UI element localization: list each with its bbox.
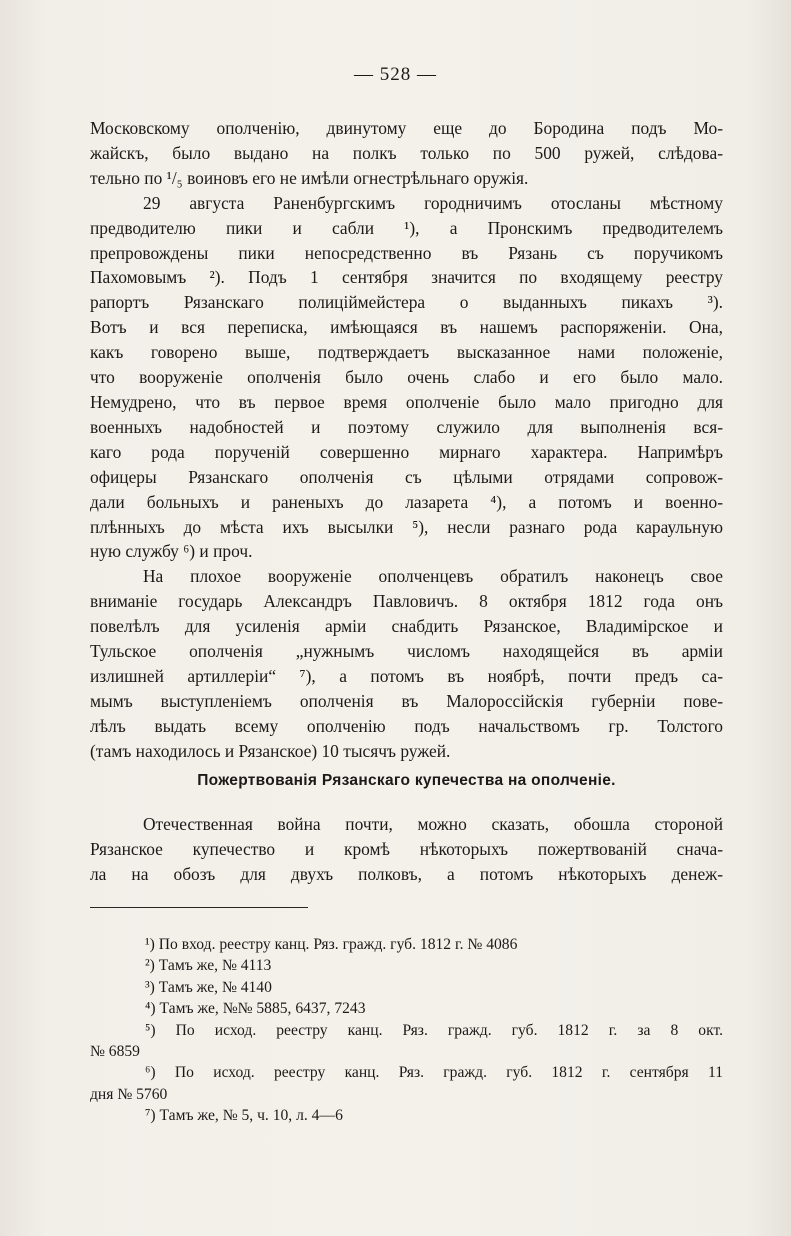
footnote: ²) Тамъ же, № 4113 bbox=[145, 957, 272, 975]
paragraph-2 bbox=[90, 191, 723, 565]
paragraph-3 bbox=[90, 564, 723, 763]
section-heading: Пожертвованія Рязанскаго купечества на ополченіе. bbox=[197, 772, 616, 789]
text-line: дали больныхъ и раненыхъ до лазарета ⁴), а потомъ и военно- bbox=[90, 491, 723, 512]
text-line: Немудрено, что въ первое время ополченіе было мало пригодно для bbox=[90, 391, 723, 412]
text-line: 29 августа Раненбургскимъ городничимъ отосланы мѣстному bbox=[143, 192, 723, 213]
text-line: офицеры Рязанскаго ополченія съ цѣлыми отрядами сопровож- bbox=[90, 466, 723, 487]
text-line: вниманіе государь Александръ Павловичъ. 8 октября 1812 года онъ bbox=[90, 591, 723, 612]
text-line: ную службу ⁶) и проч. bbox=[90, 541, 253, 562]
text-line: Отечественная война почти, можно сказать, обошла стороной bbox=[143, 814, 723, 834]
text-line: предводителю пики и сабли ¹), а Пронскимъ предводителемъ bbox=[90, 217, 723, 238]
text-line: Московскому ополченію, двинутому еще до Бородина подъ Мо- bbox=[90, 118, 723, 138]
text-line: повелѣлъ для усиленія арміи снабдить Рязанское, Владимірское и bbox=[90, 616, 723, 637]
text-line: военныхъ надобностей и поэтому служило для выполненія вся- bbox=[90, 416, 723, 437]
text-line: Тульское ополченія „нужнымъ числомъ находящейся въ арміи bbox=[90, 641, 723, 662]
paragraph-1 bbox=[90, 116, 723, 191]
text-line: Вотъ и вся переписка, имѣющаяся въ нашемъ распоряженіи. Она, bbox=[90, 317, 723, 338]
text-line: Рязанское купечество и кромѣ нѣкоторыхъ пожертвованій снача- bbox=[90, 838, 723, 859]
main-text bbox=[90, 116, 723, 764]
footnotes bbox=[90, 934, 723, 1127]
footnote: ⁷) Тамъ же, № 5, ч. 10, л. 4—6 bbox=[145, 1107, 343, 1125]
text-line: что вооруженіе ополченія было очень слабо и его было мало. bbox=[90, 367, 723, 388]
footnote: ⁶) По исход. реестру канц. Ряз. гражд. губ. 1812 г. сентября 11 bbox=[145, 1064, 723, 1082]
text-line: какъ говорено выше, подтверждаетъ высказанное нами положеніе, bbox=[90, 342, 723, 363]
text-line: (тамъ находилось и Рязанское) 10 тысячъ ружей. bbox=[90, 740, 451, 761]
text-line: каго рода порученій совершенно мирнаго характера. Напримѣръ bbox=[90, 441, 723, 462]
text-line: лѣлъ выдать всему ополченію подъ начальствомъ гр. Толстого bbox=[90, 715, 723, 736]
footnote-continuation: № 6859 bbox=[90, 1043, 140, 1061]
footnote-divider bbox=[90, 907, 308, 908]
text-line: жайскъ, было выдано на полкъ только по 500 ружей, слѣдова- bbox=[90, 142, 723, 163]
text-line: препровождены пики непосредственно въ Рязань съ поручикомъ bbox=[90, 242, 723, 263]
text-line: тельно по ¹/₅ воиновъ его не имѣли огнестрѣльнаго оружія. bbox=[90, 167, 529, 188]
text-line: плѣнныхъ до мѣста ихъ высылки ⁵), несли разнаго рода караульную bbox=[90, 516, 723, 537]
footnote: ³) Тамъ же, № 4140 bbox=[145, 978, 272, 996]
text-line: рапортъ Рязанскаго полицiймейстера о выданныхъ пикахъ ³). bbox=[90, 292, 723, 313]
footnote: ⁴) Тамъ же, №№ 5885, 6437, 7243 bbox=[145, 1000, 366, 1018]
text-line: мымъ выступленіемъ ополченія въ Малороссійскія губерніи пове- bbox=[90, 690, 723, 711]
section-paragraph bbox=[90, 812, 723, 887]
text-line: ла на обозъ для двухъ полковъ, а потомъ нѣкоторыхъ денеж- bbox=[90, 863, 723, 884]
text-line: На плохое вооруженіе ополченцевъ обратилъ наконецъ свое bbox=[143, 566, 723, 587]
text-line: Пахомовымъ ²). Подъ 1 сентября значится по входящему реестру bbox=[90, 267, 723, 288]
page-number: — 528 — bbox=[354, 64, 437, 85]
footnote: ⁵) По исход. реестру канц. Ряз. гражд. губ. 1812 г. за 8 окт. bbox=[145, 1021, 723, 1039]
footnote-continuation: дня № 5760 bbox=[90, 1085, 168, 1103]
text-line: излишней артиллеріи“ ⁷), а потомъ въ ноябрѣ, почти предъ са- bbox=[90, 665, 723, 686]
footnote: ¹) По вход. реестру канц. Ряз. гражд. губ. 1812 г. № 4086 bbox=[145, 936, 518, 953]
